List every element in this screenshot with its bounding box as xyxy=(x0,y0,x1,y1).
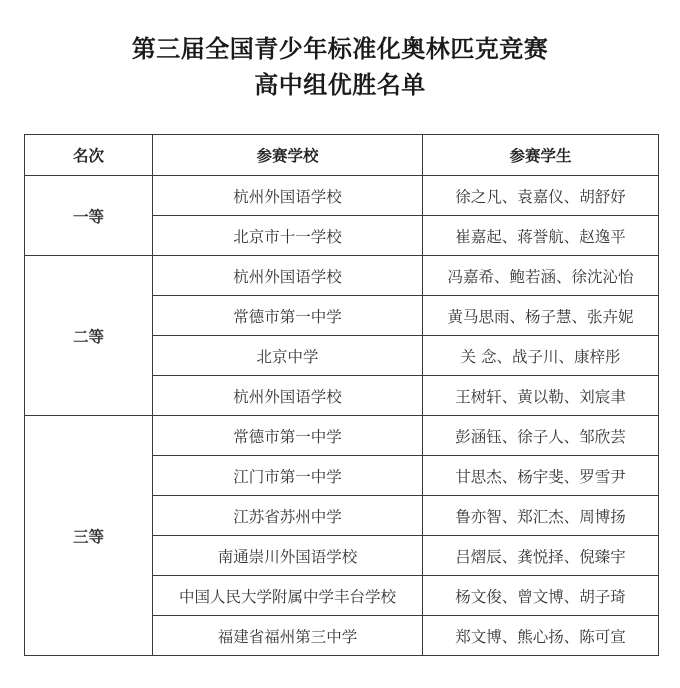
winners-table xyxy=(24,134,659,656)
school-cell: 南通崇川外国语学校 xyxy=(153,536,423,576)
school-cell: 中国人民大学附属中学丰台学校 xyxy=(153,576,423,616)
students-cell: 彭涵钰、徐子人、邹欣芸 xyxy=(423,416,659,456)
school-cell: 杭州外国语学校 xyxy=(153,256,423,296)
school-cell: 杭州外国语学校 xyxy=(153,176,423,216)
students-cell: 徐之凡、袁嘉仪、胡舒妤 xyxy=(423,176,659,216)
rank-cell-third: 三等 xyxy=(25,416,153,656)
school-cell: 江门市第一中学 xyxy=(153,456,423,496)
school-cell: 常德市第一中学 xyxy=(153,416,423,456)
students-cell: 郑文博、熊心扬、陈可宣 xyxy=(423,616,659,656)
table-header-row xyxy=(25,135,659,176)
school-cell: 江苏省苏州中学 xyxy=(153,496,423,536)
school-cell: 杭州外国语学校 xyxy=(153,376,423,416)
students-cell: 关 念、战子川、康梓彤 xyxy=(423,336,659,376)
school-cell: 北京中学 xyxy=(153,336,423,376)
table-row xyxy=(25,176,659,216)
school-cell: 福建省福州第三中学 xyxy=(153,616,423,656)
students-cell: 黄马思雨、杨子慧、张卉妮 xyxy=(423,296,659,336)
header-rank: 名次 xyxy=(25,135,153,176)
document-title: 第三届全国青少年标准化奥林匹克竞赛 xyxy=(131,34,549,63)
school-cell: 北京市十一学校 xyxy=(153,216,423,256)
document-subtitle: 高中组优胜名单 xyxy=(254,70,426,99)
students-cell: 崔嘉起、蒋誉航、赵逸平 xyxy=(423,216,659,256)
students-cell: 甘思杰、杨宇斐、罗雪尹 xyxy=(423,456,659,496)
header-school: 参赛学校 xyxy=(153,135,423,176)
students-cell: 吕熠辰、龚悦择、倪臻宇 xyxy=(423,536,659,576)
students-cell: 王树轩、黄以勒、刘宸聿 xyxy=(423,376,659,416)
school-cell: 常德市第一中学 xyxy=(153,296,423,336)
students-cell: 冯嘉希、鲍若涵、徐沈沁怡 xyxy=(423,256,659,296)
table-row xyxy=(25,416,659,456)
rank-cell-first: 一等 xyxy=(25,176,153,256)
header-students: 参赛学生 xyxy=(423,135,659,176)
table-row xyxy=(25,256,659,296)
students-cell: 杨文俊、曾文博、胡子琦 xyxy=(423,576,659,616)
students-cell: 鲁亦智、郑汇杰、周博扬 xyxy=(423,496,659,536)
rank-cell-second: 二等 xyxy=(25,256,153,416)
